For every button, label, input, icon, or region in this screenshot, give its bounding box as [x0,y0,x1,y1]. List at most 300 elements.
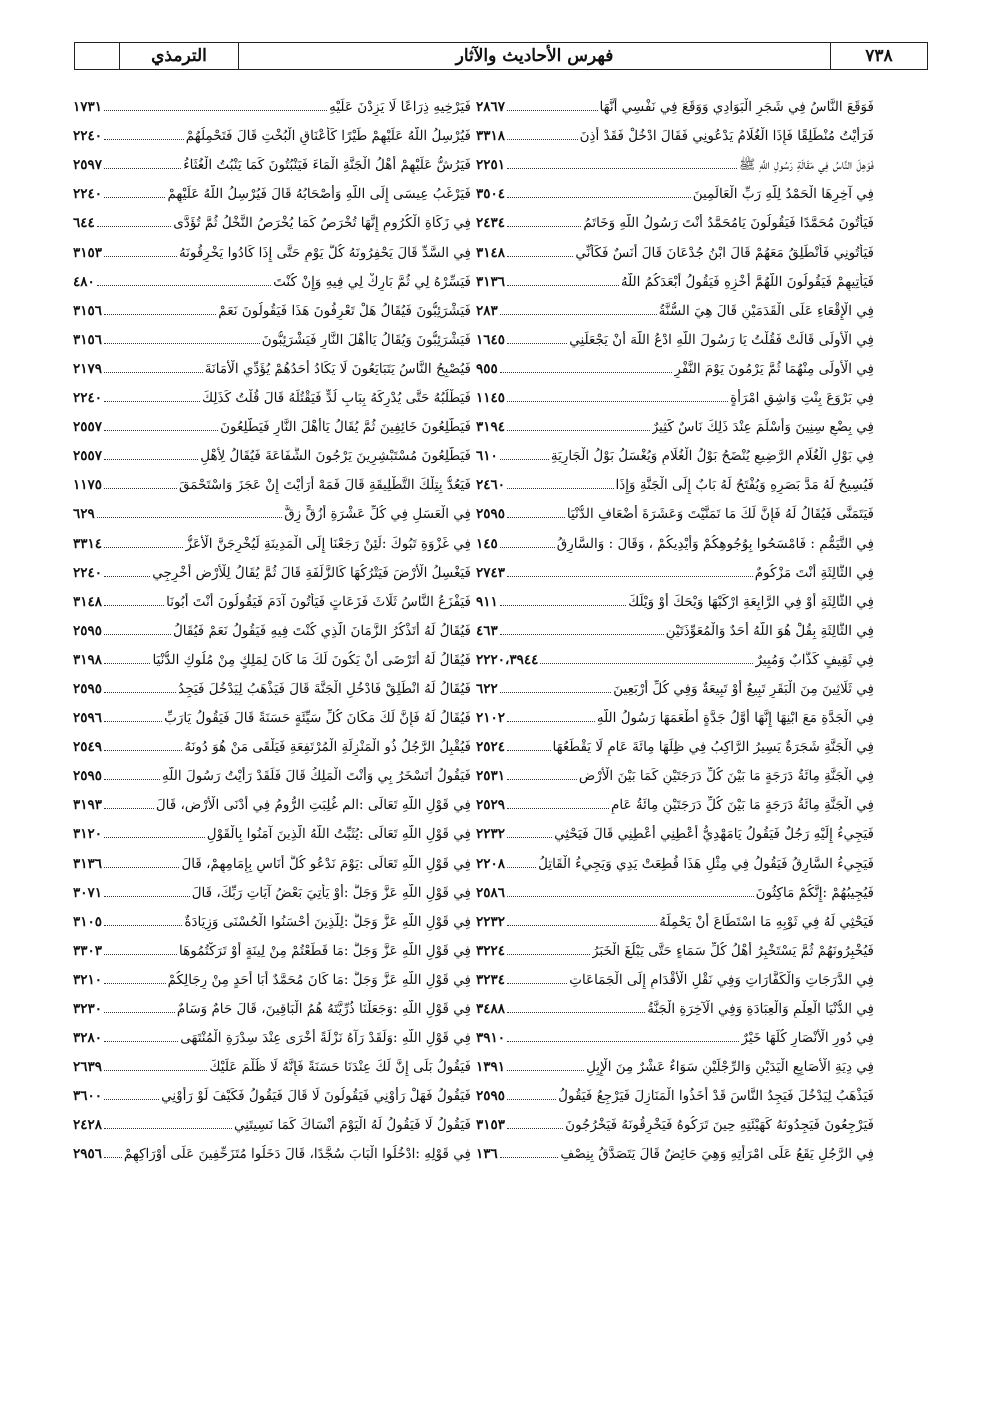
index-entry [73,931,471,960]
entry-text: فَوَقَعَ النَّاسُ فِي شَجَرِ الْبَوَادِي وَوَقَعَ فِي نَفْسِي أَنَّهَا [599,99,874,116]
page-number: ٧٣٨ [830,43,927,69]
dot-leader [104,604,164,606]
index-entry [476,465,874,494]
index-entry [476,174,874,203]
entry-text: فِي بَوْلِ الْغُلَامِ الرَّضِيعِ يُنْضَحُ بَوْلُ الْغُلَامِ وَيُغْسَلُ بَوْلُ الْجَارِيَةِ [550,448,874,465]
left-index-column [73,87,471,1163]
hadith-number: ٣١٥٣ [73,244,103,261]
index-entry [73,291,471,320]
dot-leader [97,516,282,518]
dot-leader [104,662,150,664]
dot-leader [507,284,619,286]
hadith-number: ٣١٣٦ [73,855,103,872]
index-entry [476,116,874,145]
entry-text: فَيَفْزَعُ النَّاسُ ثَلَاثَ فَزَعَاتٍ فَيَأْتُونَ آدَمَ فَيَقُولُونَ أَنْتَ أَبُونَا [166,593,471,610]
index-entry [476,349,874,378]
hadith-number: ١٣٩١ [476,1059,506,1076]
hadith-number: ٣٢٢٤ [476,942,506,959]
index-entry [73,756,471,785]
entry-text: فِي الْجَنَّةِ مِائَةُ دَرَجَةٍ مَا بَيْنَ كُلِّ دَرَجَتَيْنِ مِائَةُ عَامٍ [611,797,874,814]
entry-text: فَيَرْخِيهِ ذِرَاعًا لَا يَزِدْنَ عَلَيْهِ [329,99,471,116]
entry-text: فَيَعُدُّ بِتِلْكَ التَّطْلِيقَةِ قَالَ فَمَهْ أَرَأَيْتَ إِنْ عَجَزَ وَاسْتَحْمَقَ [179,477,471,494]
index-entry [476,553,874,582]
hadith-number: ١١٤٥ [476,390,506,407]
index-entry [73,465,471,494]
entry-text: فِي الرَّجُلِ يَقَعُ عَلَى امْرَأَتِهِ وَهِيَ حَائِضٌ قَالَ يَتَصَدَّقُ بِنِصْفِ [560,1146,874,1163]
hadith-number: ٦٤٤ [73,215,95,232]
entry-text: فِي قَوْلِ اللَّهِ عَزَّ وَجَلَّ :لِلَّذِينَ أَحْسَنُوا الْحُسْنَى وَزِيَادَةٌ [184,913,471,930]
dot-leader [104,342,260,344]
index-entry [73,174,471,203]
dot-leader [507,720,595,722]
index-entry [476,640,874,669]
index-entry [476,931,874,960]
entry-text: فِي قَوْلِهِ :ادْخُلُوا الْبَابَ سُجَّدًا، قَالَ دَخَلُوا مُتَزَحِّفِينَ عَلَى أَوْرَاكِهِمْ [123,1146,471,1163]
dot-leader [104,807,154,809]
hadith-number: ٣١٥٣ [476,1117,506,1134]
index-entry [476,582,874,611]
hadith-number: ٢٥٥٧ [73,419,103,436]
hadith-number: ٢٥٤٩ [73,739,103,756]
index-entry [73,698,471,727]
hadith-number: ٢٤٢٨ [73,1117,103,1134]
index-entry [476,902,874,931]
index-entry [73,262,471,291]
entry-text: فِي التَّيَمُّمِ : فَامْسَحُوا بِوُجُوهِكُمْ وَأَيْدِيكُمْ ، وَقَالَ : وَالسَّارِقُ [556,535,874,552]
entry-text: فَيَطَّلِعُونَ مُسْتَبْشِرِينَ يَرْجُونَ الشَّفَاعَةَ فَيُقَالُ لِأَهْلِ [200,448,471,465]
hadith-number: ٣٢٣٤ [476,971,506,988]
entry-text: فَيَأْتُونَ مُحَمَّدًا فَيَقُولُونَ يَامُحَمَّدُ أَنْتَ رَسُولُ اللَّهِ وَخَاتَمُ [583,215,874,232]
hadith-number: ٢٩٥٦ [73,1146,103,1163]
dot-leader [507,1098,556,1100]
entry-text: فِي دِيَةِ الْأَصَابِعِ الْيَدَيْنِ وَالرِّجْلَيْنِ سَوَاءٌ عَشْرٌ مِنَ الْإِبِلِ [586,1059,874,1076]
hadith-number: ٣١٣٦ [476,273,506,290]
entry-text: فِي الثَّالِثَةِ أَوْ فِي الرَّابِعَةِ ارْكَبْهَا وَيْحَكَ أَوْ وَيْلَكَ [628,593,874,610]
dot-leader [507,895,754,897]
hadith-number: ٢٢٠٨ [476,855,506,872]
hadith-number: ٢٥٩٥ [73,768,103,785]
hadith-number: ٢٥٩٧ [73,157,103,174]
entry-text: فَيُقَالُ لَهُ فَإِنَّ لَكَ مَكَانَ كُلِّ سَيِّئَةٍ حَسَنَةً قَالَ فَيَقُولُ يَارَبِّ [164,710,471,727]
hadith-number: ٣١٩٣ [73,797,103,814]
index-entry [73,378,471,407]
dot-leader [104,720,162,722]
index-entry [476,1076,874,1105]
dot-leader [104,371,203,373]
index-entry [73,1105,471,1134]
dot-leader [500,458,549,460]
hadith-number: ٢٤٣٤ [476,215,506,232]
index-entry [476,1018,874,1047]
hadith-number: ٢٥٩٦ [73,710,103,727]
entry-text: فَيَأْتِيهِمْ فَيَقُولُونَ اللَّهُمَّ أَخْزِهِ فَيَقُولُ أَبْعَدَكُمُ اللَّهُ [620,273,874,290]
hadith-number: ٢٢٢٠،٣٩٤٤ [476,651,539,668]
index-entry [73,116,471,145]
index-entry [476,291,874,320]
dot-leader [507,429,650,431]
dot-leader [104,778,160,780]
hadith-number: ٣٢٨٠ [73,1030,103,1047]
hadith-number: ٢٥٢٩ [476,797,506,814]
page-title: فهرس الأحاديث والآثار [238,43,830,69]
hadith-number: ٢٥٩٥ [73,622,103,639]
entry-text: فِي السَّدِّ قَالَ يَحْفِرُونَهُ كُلَّ يَوْمٍ حَتَّى إِذَا كَادُوا يَخْرِقُونَهُ [178,244,471,261]
entry-text: فِي دُورِ الْأَنْصَارِ كُلِّهَا خَيْرٌ [741,1030,874,1047]
dot-leader [507,924,657,926]
dot-leader [104,138,184,140]
hadith-number: ٢١٠٢ [476,710,506,727]
entry-text: فِي الْجَنَّةِ شَجَرَةٌ يَسِيرُ الرَّاكِبُ فِي ظِلِّهَا مِائَةَ عَامٍ لَا يَقْطَعُهَا [552,739,874,756]
dot-leader [507,1040,739,1042]
hadith-number: ٣١٤٨ [476,244,506,261]
entry-text: فِي زَكَاةِ الْكُرُومِ إِنَّهَا تُخْرَصُ كَمَا يُخْرَصُ النَّخْلُ ثُمَّ تُؤَدَّى [173,215,471,232]
index-entry [73,669,471,698]
entry-text: فِي ثَقِيفٍ كَذَّابٌ وَمُبِيرٌ [755,651,874,668]
dot-leader [104,866,179,868]
dot-leader [104,575,150,577]
dot-leader [507,749,551,751]
entry-text: فِي الْأُولَى مِنْهُمَا ثُمَّ يَرْمُونَ يَوْمَ النَّفْرِ [674,360,874,377]
dot-leader [507,167,737,169]
index-entry [73,87,471,116]
index-entry [73,989,471,1018]
hadith-number: ٢٢٥١ [476,157,506,174]
page-header [74,42,928,70]
hadith-number: ٤٦٣ [476,622,498,639]
hadith-number: ٣١٩٤ [476,419,506,436]
entry-text: فَيَقُولُ فَهَلْ رَأَوْنِي فَيَقُولُونَ لَا قَالَ فَيَقُولُ فَكَيْفَ لَوْ رَأَوْنِي [161,1088,471,1105]
entry-text: فِي الدُّنْيَا الْعِلْمِ وَالْعِبَادَةِ وَفِي الْآخِرَةِ الْجَنَّةُ [647,1001,874,1017]
hadith-number: ٩٥٥ [476,360,498,377]
hadith-number: ١٦٤٥ [476,331,506,348]
entry-text: فَيَجِيءُ إِلَيْهِ رَجُلٌ فَيَقُولُ يَامَهْدِيُّ أَعْطِنِي أَعْطِنِي قَالَ فَيَحْثِي [554,826,874,843]
entry-text: فِي الْإِقْعَاءِ عَلَى الْقَدَمَيْنِ قَالَ هِيَ السُّنَّةُ [658,302,874,319]
index-entry [73,523,471,552]
entry-text: فِي غَزْوَةِ تَبُوكَ :لَئِنْ رَجَعْنَا إِلَى الْمَدِينَةِ لَيُخْرِجَنَّ الْأَعَزُّ [185,535,471,552]
index-entry [73,611,471,640]
index-entry [476,1105,874,1134]
index-entry [476,203,874,232]
hadith-number: ٣٣١٨ [476,128,506,145]
hadith-number: ٢٥٩٥ [73,680,103,697]
dot-leader [104,749,182,751]
index-entry [476,873,874,902]
hadith-number: ٣٥٠٤ [476,186,506,203]
hadith-number: ٣٤٨٨ [476,1001,506,1017]
dot-leader [104,313,216,315]
entry-text: فَيَغْسِلُ الْأَرْضَ فَيَتْرُكُهَا كَالزَّلَفَةِ قَالَ ثُمَّ يُقَالُ لِلْأَرْضِ أَخْرِجِي [152,564,471,581]
entry-text: فَيُقَالُ لَهُ أَتَذْكُرُ الزَّمَانَ الَّذِي كُنْتَ فِيهِ فَيَقُولُ نَعَمْ فَيُقَالُ [172,622,471,639]
dot-leader [104,546,183,548]
dot-leader [507,1127,563,1129]
entry-text: فِي قَوْلِ اللَّهِ عَزَّ وَجَلَّ :مَا قَطَعْتُمْ مِنْ لِينَةٍ أَوْ تَرَكْتُمُوهَا [178,942,471,959]
entry-text: فِي الثَّالِثَةِ بِقُلْ هُوَ اللَّهُ أَحَدٌ وَالْمُعَوِّذَتَيْنِ [665,622,874,639]
dot-leader [104,109,327,111]
dot-leader [507,109,598,111]
dot-leader [507,807,609,809]
index-entry [73,436,471,465]
dot-leader [507,342,567,344]
entry-text: فَيُرْسِلُ اللَّهُ عَلَيْهِمْ طَيْرًا كَأَعْنَاقِ الْبُخْتِ قَالَ فَتَحْمِلُهُمْ [185,128,471,145]
entry-text: فَيُقَالُ لَهُ انْطَلِقْ فَادْخُلِ الْجَنَّةَ قَالَ فَيَذْهَبُ لِيَدْخُلَ فَيَجِدُ [178,680,471,697]
hadith-number: ٢٨٣ [476,302,498,319]
dot-leader [104,1127,232,1129]
entry-text: فَوَهِلَ النَّاسُ فِي مَقَالَةِ رَسُولِ اللَّهِ ﷺ [739,157,874,174]
hadith-number: ١٣٦ [476,1146,498,1163]
index-entry [476,232,874,261]
index-entry [73,320,471,349]
entry-text: فَيَسِّرْهُ لِي ثُمَّ بَارِكْ لِي فِيهِ وَإِنْ كُنْتَ [273,273,471,290]
dot-leader [507,778,577,780]
dot-leader [500,604,626,606]
index-entry [73,785,471,814]
dot-leader [104,691,176,693]
hadith-number: ٢٦٣٩ [73,1059,103,1076]
dot-leader [104,895,190,897]
hadith-number: ٢٤٦٠ [476,477,506,494]
index-entry [73,349,471,378]
header-empty-cell [75,43,119,69]
right-index-column [476,87,874,1163]
entry-text: فِي قَوْلِ اللَّهِ تَعَالَى :الم غُلِبَتِ الرُّومُ فِي أَدْنَى الْأَرْضِ، قَالَ [155,797,471,814]
hadith-number: ٢٥٢٤ [476,739,506,756]
index-entry [73,145,471,174]
index-entry [476,320,874,349]
entry-text: فِي الثَّالِثَةِ أَنْتَ مَزْكُومٌ [754,564,874,581]
dot-leader [104,633,171,635]
hadith-number: ٢٧٤٣ [476,564,506,581]
entry-text: فِي الْجَنَّةِ مِائَةُ دَرَجَةٍ مَا بَيْنَ كُلِّ دَرَجَتَيْنِ كَمَا بَيْنَ الْأَرْضِ [578,768,874,785]
index-entry [73,902,471,931]
index-entry [73,407,471,436]
hadith-number: ٢٢٤٠ [73,390,103,407]
entry-text: فَيَرْغَبُ عِيسَى إِلَى اللَّهِ وَأَصْحَابُهُ قَالَ فَيُرْسِلُ اللَّهُ عَلَيْهِمْ [167,186,471,203]
entry-text: فِي الْعَسَلِ فِي كُلِّ عَشْرَةِ أَزُقٍّ زِقٌّ [284,506,471,523]
hadith-number: ٤٨٠ [73,273,95,290]
dot-leader [507,866,536,868]
entry-text: فِي قَوْلِ اللَّهِ عَزَّ وَجَلَّ :مَا كَانَ مُحَمَّدٌ أَبَا أَحَدٍ مِنْ رِجَالِكُمْ [167,971,471,988]
hadith-number: ٣١٢٠ [73,826,103,843]
index-entry [73,960,471,989]
dot-leader [104,487,177,489]
hadith-number: ٦٢٢ [476,680,498,697]
hadith-number: ٢٢٤٠ [73,564,103,581]
dot-leader [104,836,205,838]
hadith-number: ٢٥٩٥ [476,506,506,523]
index-entry [476,843,874,872]
hadith-number: ٦٢٩ [73,506,95,523]
entry-text: فَيُقْبِلُ الرَّجُلُ ذُو الْمَنْزِلَةِ الْمُرْتَفِعَةِ فَيَلْقَى مَنْ هُوَ دُونَهُ [184,739,471,756]
index-entry [73,582,471,611]
index-entry [73,814,471,843]
entry-text: فِي قَوْلِ اللَّهِ :وَجَعَلْنَا ذُرِّيَّتَهُ هُمُ الْبَاقِينَ، قَالَ حَامٌ وَسَامٌ [176,1001,471,1017]
hadith-number: ١٤٥ [476,535,498,552]
entry-text: فَيَقُولُ بَلَى إِنَّ لَكَ عِنْدَنَا حَسَنَةً فَإِنَّهُ لَا ظُلْمَ عَلَيْكَ [209,1059,471,1076]
hadith-number: ٣٦٠٠ [73,1088,103,1105]
hadith-number: ١١٧٥ [73,477,103,494]
index-entry [476,378,874,407]
dot-leader [104,1011,175,1013]
hadith-number: ٢٢٣٢ [476,826,506,843]
dot-leader [104,1156,122,1158]
index-entry [73,553,471,582]
hadith-number: ٣٣٠٣ [73,942,103,959]
entry-text: فِي قَوْلِ اللَّهِ تَعَالَى :يَوْمَ نَدْعُو كُلَّ أُنَاسٍ بِإِمَامِهِمْ، قَالَ [181,855,471,872]
dot-leader [507,1069,584,1071]
dot-leader [104,1069,207,1071]
index-entry [476,727,874,756]
dot-leader [97,284,271,286]
dot-leader [507,953,590,955]
dot-leader [104,167,181,169]
hadith-number: ٢٢٣٢ [476,913,506,930]
index-entry [476,494,874,523]
dot-leader [507,487,613,489]
dot-leader [500,1156,559,1158]
index-entry [73,1018,471,1047]
index-entry [476,611,874,640]
dot-leader [104,982,166,984]
dot-leader [507,516,565,518]
entry-text: فَيَذْهَبُ لِيَدْخُلَ فَيَجِدُ النَّاسَ قَدْ أَخَذُوا الْمَنَازِلَ فَيَرْجِعُ فَيَقُولُ [558,1088,874,1105]
dot-leader [500,691,611,693]
index-entry [476,960,874,989]
entry-text: فَيَتَمَنَّى فَيُقَالُ لَهُ فَإِنَّ لَكَ مَا تَمَنَّيْتَ وَعَشَرَةَ أَضْعَافِ الدُّنْيَا [566,506,874,523]
index-entry [476,407,874,436]
dot-leader [97,225,172,227]
entry-text: فِي قَوْلِ اللَّهِ عَزَّ وَجَلَّ :أَوْ يَأْتِيَ بَعْضُ آيَاتِ رَبِّكَ، قَالَ [191,884,471,901]
dot-leader [507,138,578,140]
index-entry [476,756,874,785]
dot-leader [500,546,555,548]
index-entry [476,698,874,727]
entry-text: فِي ثَلَاثِينَ مِنَ الْبَقَرِ تَبِيعٌ أَوْ تَبِيعَةٌ وَفِي كُلِّ أَرْبَعِينَ [613,680,874,697]
entry-text: فِي آخِرِهَا الْحَمْدُ لِلَّهِ رَبِّ الْعَالَمِينَ [692,186,874,203]
index-entry [476,262,874,291]
entry-text: فَيَقُولُ أَتَسْخَرُ بِي وَأَنْتَ الْمَلِكُ قَالَ فَلَقَدْ رَأَيْتُ رَسُولَ اللَّهِ [162,768,471,785]
hadith-number: ٢٥٣١ [476,768,506,785]
index-entry [73,232,471,261]
dot-leader [104,458,198,460]
hadith-number: ٣١٩٨ [73,651,103,668]
dot-leader [507,196,691,198]
entry-text: فَيُقَالُ لَهُ أَتَرْضَى أَنْ يَكُونَ لَكَ مَا كَانَ لِمَلِكٍ مِنْ مُلُوكِ الدُّنْيَا [152,651,471,668]
index-entry [73,1076,471,1105]
hadith-number: ٢٥٥٧ [73,448,103,465]
dot-leader [104,400,200,402]
entry-text: فِي قَوْلِ اللَّهِ :وَلَقَدْ رَآهُ نَزْلَةً أُخْرَى عِنْدَ سِدْرَةِ الْمُنْتَهَى [180,1030,471,1047]
entry-text: فِي الْجَدَّةِ مَعَ ابْنِهَا إِنَّهَا أَوَّلُ جَدَّةٍ أَطْعَمَهَا رَسُولُ اللَّهِ [596,710,874,727]
dot-leader [507,575,753,577]
index-entry [476,523,874,552]
hadith-number: ٦١٠ [476,448,498,465]
dot-leader [104,1098,159,1100]
dot-leader [500,633,664,635]
index-entry [476,87,874,116]
entry-text: فَيُجِيبُهُمْ :إِنَّكُمْ مَاكِثُونَ [755,884,874,901]
dot-leader [507,1011,645,1013]
entry-text: فَيَحْثِي لَهُ فِي ثَوْبِهِ مَا اسْتَطَاعَ أَنْ يَحْمِلَهُ [659,913,874,930]
index-entry [476,145,874,174]
index-entry [476,1047,874,1076]
hadith-number: ٢١٧٩ [73,360,103,377]
dot-leader [104,953,177,955]
entry-text: فِي بَرْوَعَ بِنْتِ وَاشِقٍ امْرَأَةٍ [730,390,874,407]
hadith-number: ٣١٠٥ [73,913,103,930]
hadith-number: ٩١١ [476,593,498,610]
index-entry [73,203,471,232]
index-entry [476,1134,874,1163]
hadith-number: ٣٩١٠ [476,1030,506,1047]
entry-text: فَيُسِيحُ لَهُ مَدَّ بَصَرِهِ وَيُفْتَحُ لَهُ بَابٌ إِلَى الْجَنَّةِ وَإِذَا [615,477,874,494]
index-entry [73,727,471,756]
dot-leader [104,1040,178,1042]
hadith-number: ٢٢٤٠ [73,186,103,203]
hadith-number: ٣٢١٠ [73,971,103,988]
entry-text: فِي بِضْعِ سِنِينَ وَأَسْلَمَ عِنْدَ ذَلِكَ نَاسٌ كَثِيرٌ [651,419,874,436]
hadith-number: ٣٢٣٠ [73,1001,103,1017]
dot-leader [500,371,673,373]
entry-text: فَيَرُشُّ عَلَيْهِمْ أَهْلُ الْجَنَّةِ الْمَاءَ فَيَنْبُتُونَ كَمَا يَنْبُتُ الْغُثَاءُ [183,157,471,174]
hadith-number: ٣١٥٦ [73,302,103,319]
entry-text: فِي قَوْلِ اللَّهِ تَعَالَى :يُثَبِّتُ اللَّهُ الَّذِينَ آمَنُوا بِالْقَوْلِ [206,826,471,843]
dot-leader [104,196,165,198]
entry-text: فَرَأَيْتُ مُنْطَلِقًا فَإِذَا الْغُلَامُ يَدْعُونِي فَقَالَ ادْخُلْ فَقَدْ أُذِنَ [579,128,874,145]
entry-text: فِي الدَّرَجَاتِ وَالْكَفَّارَاتِ وَفِي نَقْلِ الْأَقْدَامِ إِلَى الْجَمَاعَاتِ [569,971,874,988]
index-entry [476,436,874,465]
index-entry [73,640,471,669]
hadith-number: ٣١٥٦ [73,331,103,348]
hadith-number: ٣١٤٨ [73,593,103,610]
index-entry [476,785,874,814]
hadith-number: ٢٥٨٦ [476,884,506,901]
dot-leader [507,225,581,227]
dot-leader [507,255,573,257]
dot-leader [507,836,552,838]
hadith-number: ١٧٣١ [73,99,103,116]
dot-leader [540,662,753,664]
entry-text: فَيَشْرَئِبُّونَ وَيُقَالُ يَاأَهْلَ النَّارِ فَيَشْرَئِبُّونَ [261,331,471,348]
hadith-number: ٢٢٤٠ [73,128,103,145]
hadith-number: ٣٠٧١ [73,884,103,901]
index-entry [73,1047,471,1076]
hadith-number: ٢٥٩٥ [476,1088,506,1105]
book-name: الترمذي [119,43,238,69]
index-entry [476,669,874,698]
entry-text: فَيَجِيءُ السَّارِقُ فَيَقُولُ فِي مِثْلِ هَذَا قُطِعَتْ يَدِي وَيَجِيءُ الْقَاتِلُ [538,855,874,872]
index-entry [73,873,471,902]
dot-leader [104,255,177,257]
entry-text: فَيَطْلُبُهُ حَتَّى يُدْرِكَهُ بِبَابِ لُدٍّ فَيَقْتُلَهُ قَالَ قُلْتُ كَذَلِكَ [202,390,471,407]
dot-leader [507,400,728,402]
dot-leader [500,313,657,315]
entry-text: فَيَطَّلِعُونَ خَائِفِينَ ثُمَّ يُقَالُ يَاأَهْلَ النَّارِ فَيَطَّلِعُونَ [220,419,471,436]
entry-text: فَيَشْرَئِبُّونَ فَيُقَالُ هَلْ تَعْرِفُونَ هَذَا فَيَقُولُونَ نَعَمْ [218,302,471,319]
entry-text: فَيَقُولُ لَا فَيَقُولُ لَهُ الْيَوْمَ أَنْسَاكَ كَمَا نَسِيتَنِي [233,1117,471,1134]
entry-text: فِي الْأُولَى قَالَتْ فَقُلْتُ يَا رَسُولَ اللَّهِ ادْعُ اللَّهَ أَنْ يَجْعَلَنِي [569,331,874,348]
index-entry [73,494,471,523]
index-entry [476,989,874,1018]
entry-text: فَيُصْبِحُ النَّاسُ يَتَبَايَعُونَ لَا يَكَادُ أَحَدُهُمْ يُؤَدِّي الْأَمَانَةَ [204,360,471,377]
hadith-number: ٢٨٦٧ [476,99,506,116]
entry-text: فَيَأْتُونِي فَأَنْطَلِقُ مَعَهُمْ قَالَ ابْنُ جُدْعَانَ قَالَ أَنَسٌ فَكَأَنِّي [575,244,874,261]
dot-leader [104,924,182,926]
entry-text: فَيَرْجِعُونَ فَيَجِدُونَهُ كَهَيْئَتِهِ حِينَ تَرَكُوهُ فَيَخْرِقُونَهُ فَيَخْرُجُونَ [565,1117,874,1134]
index-entry [73,1134,471,1163]
index-entry [476,814,874,843]
dot-leader [507,982,567,984]
index-entry [73,843,471,872]
